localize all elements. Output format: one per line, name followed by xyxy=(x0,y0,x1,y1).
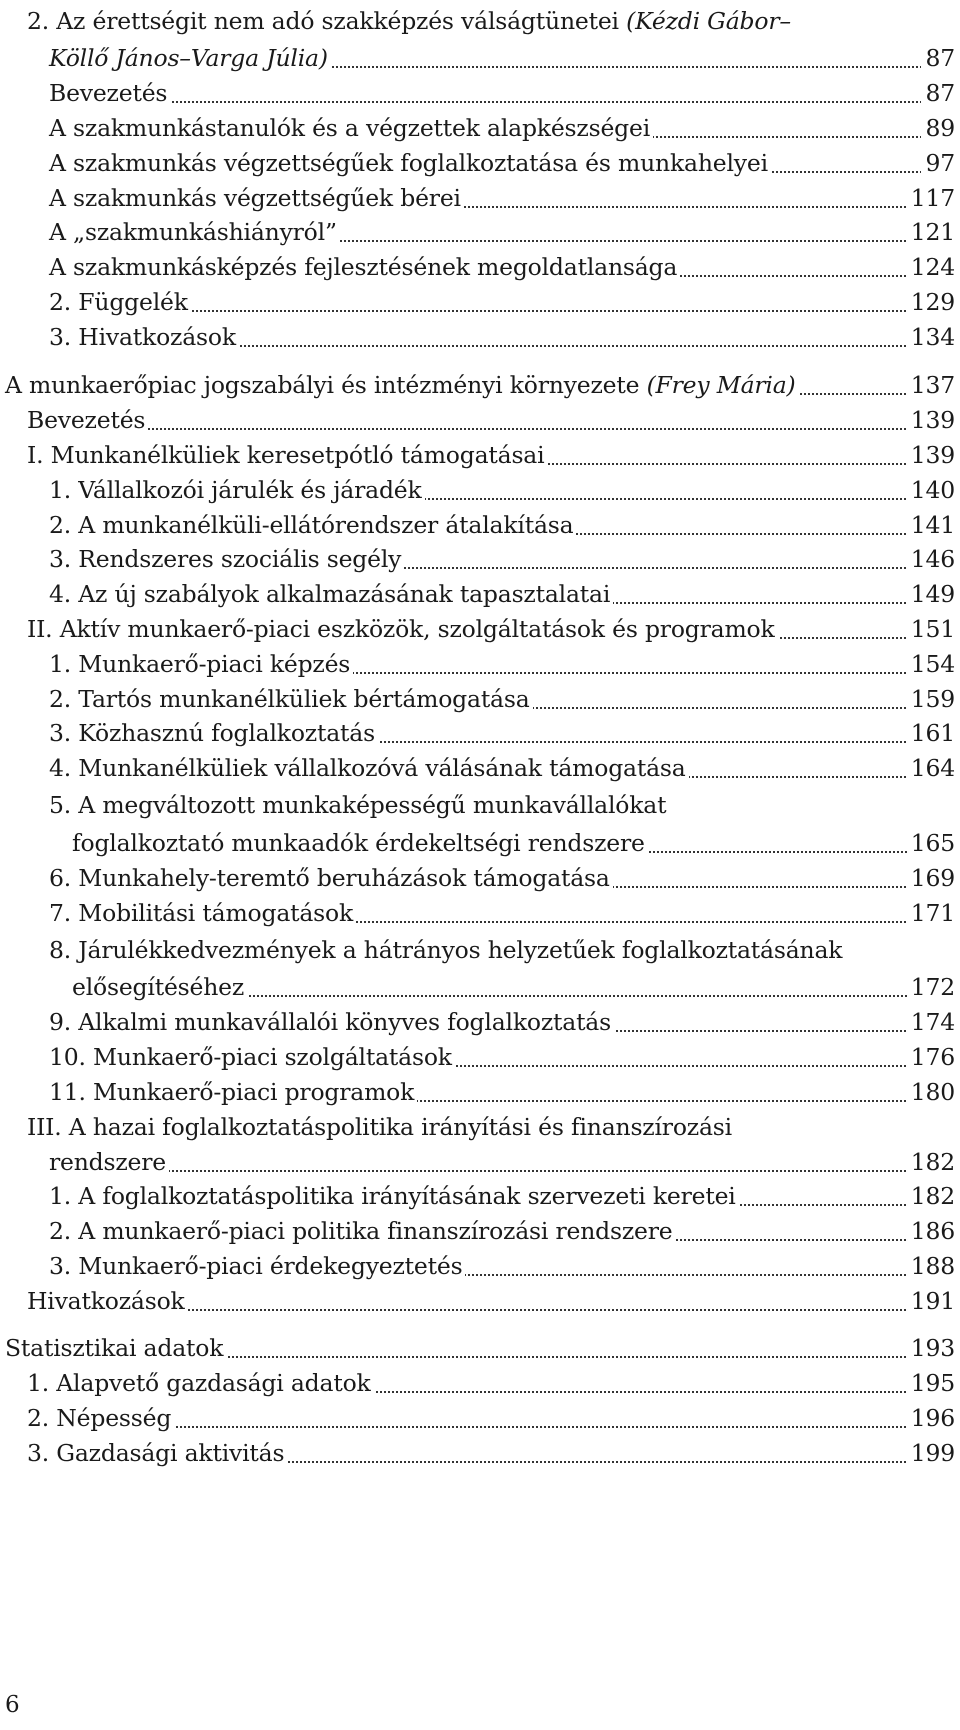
toc-entry-page: 141 xyxy=(907,507,955,543)
toc-entry-page: 149 xyxy=(907,576,955,612)
toc-entry xyxy=(0,681,960,717)
toc-entry-text: 3. Gazdasági aktivitás xyxy=(27,1439,285,1467)
toc-entry-page: 146 xyxy=(907,541,955,577)
toc-entry xyxy=(0,1283,960,1319)
toc-entry-text: A szakmunkás végzettségűek bérei xyxy=(49,184,461,212)
toc-dot-leader xyxy=(59,1170,950,1172)
toc-entry-title xyxy=(49,1004,614,1040)
toc-entry-text: 4. Az új szabályok alkalmazásának tapasztalatai xyxy=(49,580,611,608)
toc-entry xyxy=(0,646,960,682)
toc-entry-text: 3. Közhasznú foglalkoztatás xyxy=(49,719,375,747)
toc-entry-title xyxy=(27,1400,174,1436)
toc-entry-title xyxy=(49,715,378,751)
toc-entry-text: foglalkoztató munkaadók érdekeltségi rendszere xyxy=(72,829,645,857)
toc-entry xyxy=(0,1144,960,1180)
toc-entry xyxy=(0,284,960,320)
toc-entry xyxy=(0,1248,960,1284)
toc-entry-page: 199 xyxy=(907,1435,955,1471)
toc-entry-page: 154 xyxy=(907,646,955,682)
toc-entry xyxy=(0,1178,960,1214)
toc-entry-title xyxy=(49,145,771,181)
toc-entry-text: II. Aktív munkaerő-piaci eszközök, szolgáltatások és programok xyxy=(27,615,775,643)
toc-entry xyxy=(0,932,960,968)
toc-entry-text: 6. Munkahely-teremtő beruházások támogatása xyxy=(49,864,610,892)
toc-entry-title xyxy=(49,750,689,786)
toc-entry-title xyxy=(49,1074,417,1110)
toc-entry-page: 172 xyxy=(907,969,955,1005)
toc-entry-title xyxy=(27,611,778,647)
toc-entry xyxy=(0,319,960,355)
toc-entry-page: 139 xyxy=(907,437,955,473)
toc-entry-page: 186 xyxy=(907,1213,955,1249)
toc-entry-title xyxy=(27,1365,374,1401)
toc-entry-page: 188 xyxy=(907,1248,955,1284)
toc-entry-page: 129 xyxy=(907,284,955,320)
toc-entry-text: A szakmunkás végzettségűek foglalkoztatása és munkahelyei xyxy=(49,149,768,177)
toc-entry-text: 3. Rendszeres szociális segély xyxy=(49,545,402,573)
toc-entry-page: 87 xyxy=(921,40,955,76)
toc-entry xyxy=(0,787,960,823)
toc-entry-text: 3. Hivatkozások xyxy=(49,323,236,351)
toc-entry xyxy=(0,1074,960,1110)
toc-entry-text: Statisztikai adatok xyxy=(5,1334,224,1362)
toc-entry-text: 9. Alkalmi munkavállalói könyves foglalkoztatás xyxy=(49,1008,611,1036)
toc-entry-title xyxy=(72,825,648,861)
toc-entry-page: 159 xyxy=(907,681,955,717)
toc-entry-title xyxy=(49,541,404,577)
toc-entry-page: 193 xyxy=(907,1330,955,1366)
toc-entry-page: 89 xyxy=(921,110,955,146)
toc-entry xyxy=(0,1400,960,1436)
toc-entry xyxy=(0,1435,960,1471)
toc-dot-leader xyxy=(59,310,950,312)
toc-entry-title xyxy=(49,787,669,823)
toc-entry xyxy=(0,472,960,508)
toc-entry-title xyxy=(49,110,653,146)
toc-entry-text: Bevezetés xyxy=(49,79,168,107)
toc-entry-page: 196 xyxy=(907,1400,955,1436)
toc-entry xyxy=(0,576,960,612)
toc-entry xyxy=(0,860,960,896)
toc-entry-title xyxy=(27,3,794,39)
toc-entry-page: 137 xyxy=(907,367,955,403)
toc-entry-text: III. A hazai foglalkoztatáspolitika irányítási és finanszírozási xyxy=(27,1113,732,1141)
toc-entry-page: 182 xyxy=(907,1144,955,1180)
toc-entry-text: 3. Munkaerő-piaci érdekegyeztetés xyxy=(49,1252,463,1280)
toc-entry-page: 140 xyxy=(907,472,955,508)
toc-entry-text: 2. A munkanélküli-ellátórendszer átalakítása xyxy=(49,511,574,539)
toc-entry-title xyxy=(49,75,170,111)
toc-entry-text: 1. Alapvető gazdasági adatok xyxy=(27,1369,371,1397)
toc-entry-page: 161 xyxy=(907,715,955,751)
toc-entry-title xyxy=(49,646,353,682)
toc-entry-title xyxy=(49,319,239,355)
toc-entry-text: 11. Munkaerő-piaci programok xyxy=(49,1078,415,1106)
toc-entry-text: Bevezetés xyxy=(27,406,146,434)
toc-entry xyxy=(0,750,960,786)
toc-entry-title xyxy=(49,40,331,76)
toc-entry-author: (Frey Mária) xyxy=(646,371,796,399)
toc-entry-title xyxy=(49,507,576,543)
toc-entry-page: 164 xyxy=(907,750,955,786)
toc-entry xyxy=(0,437,960,473)
toc-entry xyxy=(0,507,960,543)
toc-entry-text: rendszere xyxy=(49,1148,167,1176)
toc-entry-page: 87 xyxy=(921,75,955,111)
toc-entry xyxy=(0,825,960,861)
toc-entry-page: 151 xyxy=(907,611,955,647)
toc-entry-title xyxy=(27,1435,287,1471)
toc-entry-author: Köllő János–Varga Júlia) xyxy=(49,44,328,72)
toc-entry xyxy=(0,611,960,647)
toc-entry-text: 4. Munkanélküliek vállalkozóvá válásának támogatása xyxy=(49,754,686,782)
toc-entry xyxy=(0,249,960,285)
toc-entry-page: 117 xyxy=(907,180,955,216)
toc-entry-title xyxy=(49,576,613,612)
toc-entry-text: 10. Munkaerő-piaci szolgáltatások xyxy=(49,1043,452,1071)
toc-entry-page: 191 xyxy=(907,1283,955,1319)
toc-entry-title xyxy=(49,1039,455,1075)
toc-entry-text: A „szakmunkáshiányról” xyxy=(49,218,337,246)
toc-entry-page: 121 xyxy=(907,214,955,250)
toc-entry-title xyxy=(5,367,799,403)
toc-entry xyxy=(0,1004,960,1040)
toc-entry-page: 176 xyxy=(907,1039,955,1075)
toc-entry-author: (Kézdi Gábor– xyxy=(626,7,791,35)
toc-entry-text: 8. Járulékkedvezmények a hátrányos helyzetűek foglalkoztatásának xyxy=(49,936,843,964)
toc-entry-page: 171 xyxy=(907,895,955,931)
toc-entry-title xyxy=(27,1283,188,1319)
toc-entry-title xyxy=(5,1330,226,1366)
toc-entry xyxy=(0,402,960,438)
toc-entry-text: 7. Mobilitási támogatások xyxy=(49,899,354,927)
toc-entry-title xyxy=(49,284,191,320)
toc-entry-text: 2. A munkaerő-piaci politika finanszírozási rendszere xyxy=(49,1217,673,1245)
toc-entry-title xyxy=(49,249,680,285)
toc-entry-page: 134 xyxy=(907,319,955,355)
toc-entry-title xyxy=(49,932,845,968)
toc-entry xyxy=(0,145,960,181)
toc-entry-title xyxy=(49,1248,465,1284)
toc-entry xyxy=(0,367,960,403)
toc-entry xyxy=(0,1109,960,1145)
toc-entry xyxy=(0,214,960,250)
toc-entry-title xyxy=(49,180,464,216)
toc-entry-text: elősegítéséhez xyxy=(72,973,245,1001)
toc-entry-title xyxy=(49,860,613,896)
toc-entry-text: A szakmunkásképzés fejlesztésének megoldatlansága xyxy=(49,253,678,281)
toc-entry-text: 1. Munkaerő-piaci képzés xyxy=(49,650,351,678)
toc-entry-page: 169 xyxy=(907,860,955,896)
toc-entry-title xyxy=(49,681,533,717)
toc-entry xyxy=(0,1213,960,1249)
toc-entry-text: Hivatkozások xyxy=(27,1287,185,1315)
toc-entry-page: 174 xyxy=(907,1004,955,1040)
page-number: 6 xyxy=(5,1692,20,1718)
toc-entry-title xyxy=(27,402,148,438)
toc-entry xyxy=(0,1330,960,1366)
toc-entry-text: 1. A foglalkoztatáspolitika irányításának szervezeti keretei xyxy=(49,1182,736,1210)
toc-entry xyxy=(0,180,960,216)
toc-entry-page: 195 xyxy=(907,1365,955,1401)
toc-entry-text: 2. Népesség xyxy=(27,1404,172,1432)
toc-entry-text: 1. Vállalkozói járulék és járadék xyxy=(49,476,422,504)
toc-entry-page: 165 xyxy=(907,825,955,861)
toc-entry xyxy=(0,3,960,39)
toc-entry xyxy=(0,969,960,1005)
toc-entry-title xyxy=(27,437,547,473)
toc-entry-text: 5. A megváltozott munkaképességű munkavállalókat xyxy=(49,791,667,819)
toc-entry-title xyxy=(49,1178,739,1214)
toc-entry-page: 124 xyxy=(907,249,955,285)
toc-entry-title xyxy=(27,1109,735,1145)
toc-entry-text: A munkaerőpiac jogszabályi és intézményi környezete xyxy=(5,371,647,399)
toc-entry xyxy=(0,75,960,111)
toc-entry xyxy=(0,715,960,751)
toc-entry-page: 180 xyxy=(907,1074,955,1110)
toc-entry-title xyxy=(49,1144,169,1180)
toc-dot-leader xyxy=(37,428,950,430)
toc-entry-text: 2. Függelék xyxy=(49,288,188,316)
toc-entry-title xyxy=(49,472,425,508)
toc-entry-page: 182 xyxy=(907,1178,955,1214)
toc-entry xyxy=(0,895,960,931)
toc-entry xyxy=(0,1365,960,1401)
toc-entry-title xyxy=(49,214,340,250)
toc-entry xyxy=(0,541,960,577)
toc-entry-text: 2. Az érettségit nem adó szakképzés válságtünetei xyxy=(27,7,627,35)
toc-entry-text: 2. Tartós munkanélküliek bértámogatása xyxy=(49,685,530,713)
toc-entry xyxy=(0,40,960,76)
toc-dot-leader xyxy=(59,101,950,103)
toc-entry-text: I. Munkanélküliek keresetpótló támogatásai xyxy=(27,441,545,469)
toc-entry-text: A szakmunkástanulók és a végzettek alapkészségei xyxy=(49,114,651,142)
toc-entry-page: 139 xyxy=(907,402,955,438)
toc-entry-title xyxy=(72,969,247,1005)
toc-entry xyxy=(0,110,960,146)
toc-entry xyxy=(0,1039,960,1075)
toc-entry-page: 97 xyxy=(921,145,955,181)
toc-entry-title xyxy=(49,1213,675,1249)
toc-entry-title xyxy=(49,895,356,931)
